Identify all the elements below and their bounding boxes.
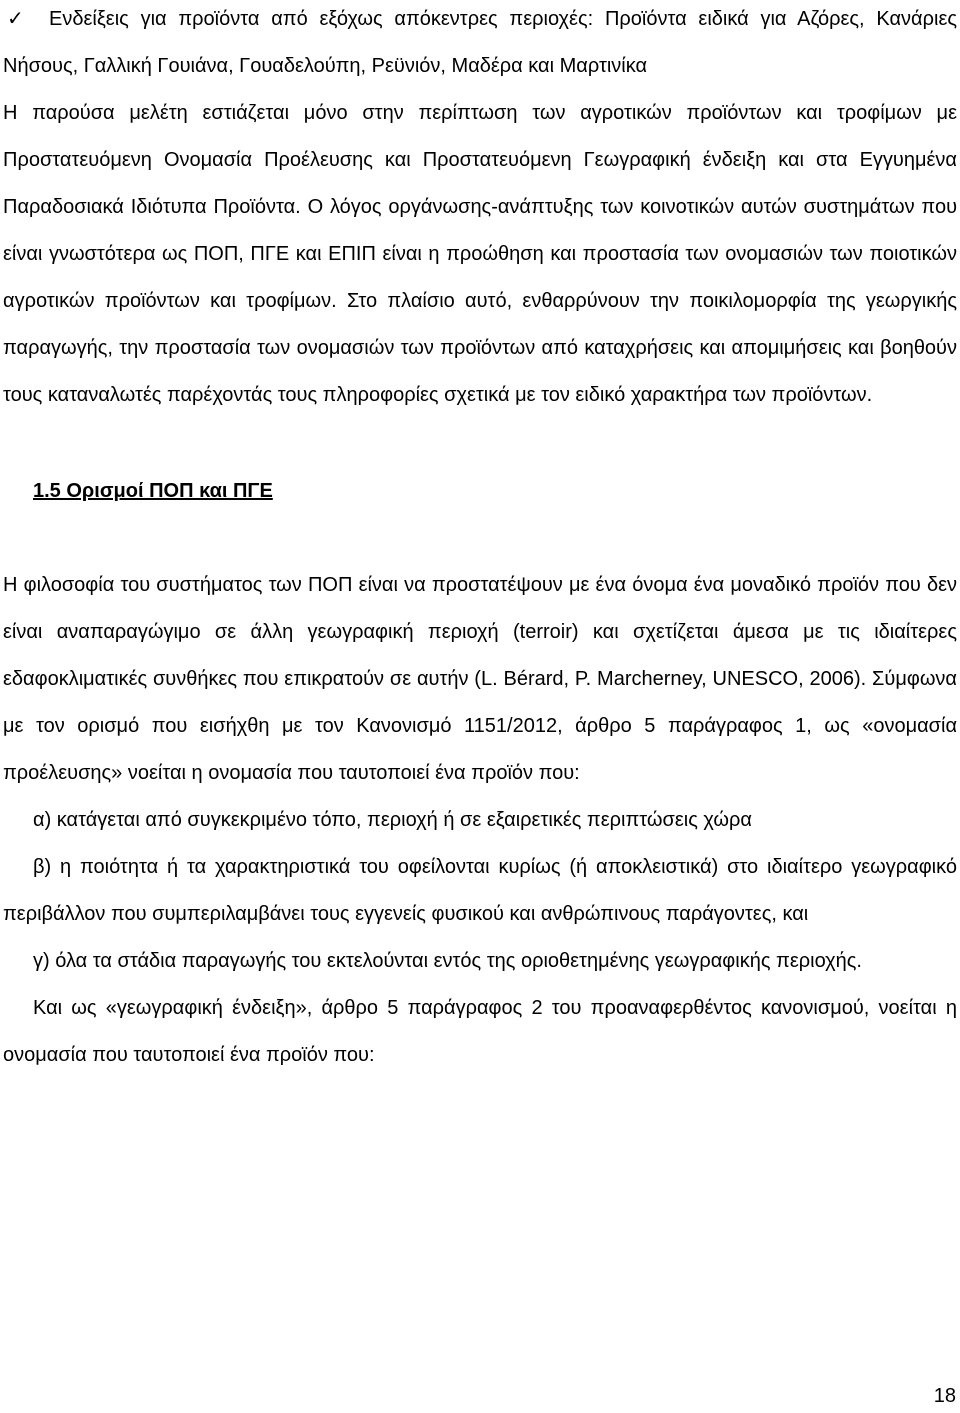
closing-paragraph: Και ως «γεωγραφική ένδειξη», άρθρο 5 παράγραφος 2 του προαναφερθέντος κανονισμού, νοείται η ονομασία που ταυτοποιεί ένα προϊόν που: (3, 997, 957, 1066)
list-item-b: β) η ποιότητα ή τα χαρακτηριστικά του οφείλονται κυρίως (ή αποκλειστικά) στο ιδιαίτερο γεωγραφικό περιβάλλον που συμπεριλαμβάνει τους εγγενείς φυσικού και ανθρώπινους παράγοντες, και (3, 856, 957, 925)
bullet-paragraph (3, 0, 957, 90)
list-item-c: γ) όλα τα στάδια παραγωγής του εκτελούνται εντός της οριοθετημένης γεωγραφικής περιοχής. (33, 950, 862, 972)
section-heading: 1.5 Ορισμοί ΠΟΠ και ΠΓΕ (33, 480, 273, 502)
intro-paragraph: Η παρούσα μελέτη εστιάζεται μόνο στην περίπτωση των αγροτικών προϊόντων και τροφίμων με Προστατευόμενη Ονομασία Προέλευσης και Προστατευόμενη Γεωγραφική ένδειξη και στα Εγγυημένα Παραδοσιακά Ιδιότυπα Προϊόντα. Ο λόγος οργάνωσης-ανάπτυξης των κοινοτικών αυτών συστημάτων που είναι γνωστότερα ως ΠΟΠ, ΠΓΕ και ΕΠΙΠ είναι η προώθηση και προστασία των ονομασιών των ποιοτικών αγροτικών προϊόντων και τροφίμων. Στο πλαίσιο αυτό, ενθαρρύνουν την ποικιλομορφία της γεωργικής παραγωγής, την προστασία των ονομασιών των προϊόντων από καταχρήσεις και απομιμήσεις και βοηθούν τους καταναλωτές παρέχοντάς τους πληροφορίες σχετικά με τον ειδικό χαρακτήρα των προϊόντων. (3, 102, 957, 406)
document-page (3, 0, 957, 1079)
bullet-text: Ενδείξεις για προϊόντα από εξόχως απόκεντρες περιοχές: Προϊόντα ειδικά για Αζόρες, Κανάριες Νήσους, Γαλλική Γουιάνα, Γουαδελούπη, Ρεϋνιόν, Μαδέρα και Μαρτινίκα (3, 8, 957, 77)
check-mark-icon: ✓ (7, 6, 24, 30)
section-paragraph: Η φιλοσοφία του συστήματος των ΠΟΠ είναι να προστατέψουν με ένα όνομα ένα μοναδικό προϊόν που δεν είναι αναπαραγώγιμο σε άλλη γεωγραφική περιοχή (terroir) και σχετίζεται άμεσα με τις ιδιαίτερες εδαφοκλιματικές συνθήκες που επικρατούν σε αυτήν (L. Bérard, P. Marcherney, UNESCO, 2006). Σύμφωνα με τον ορισμό που εισήχθη με τον Κανονισμό 1151/2012, άρθρο 5 παράγραφος 1, ως «ονομασία προέλευσης» νοείται η ονομασία που ταυτοποιεί ένα προϊόν που: (3, 574, 957, 784)
spacer (3, 515, 957, 562)
list-item-a: α) κατάγεται από συγκεκριμένο τόπο, περιοχή ή σε εξαιρετικές περιπτώσεις χώρα (33, 809, 752, 831)
page-number: 18 (933, 1385, 956, 1407)
